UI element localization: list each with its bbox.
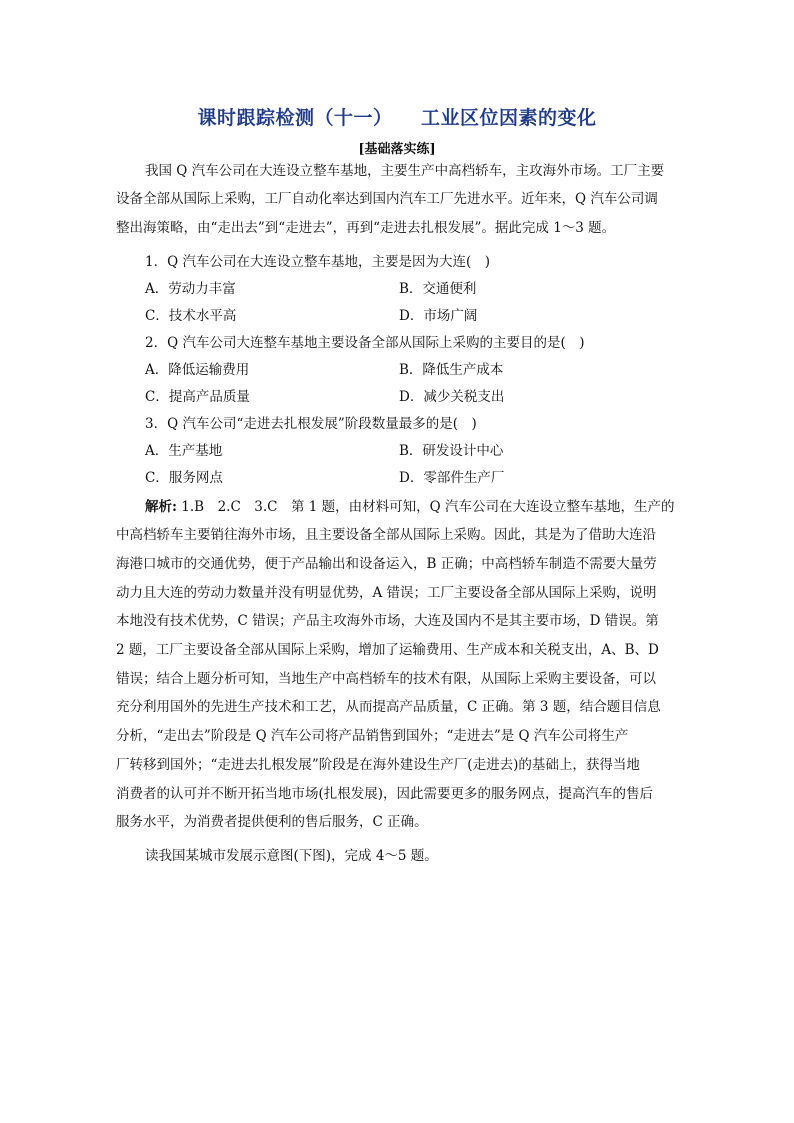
analysis-line: 本地没有技术优势，C 错误；产品主攻海外市场，大连及国内不是其主要市场，D 错误。第: [116, 613, 659, 629]
analysis-line: 服务水平，为消费者提供便利的售后服务，C 正确。: [116, 814, 428, 830]
option-c: C．服务网点: [145, 470, 223, 486]
question-stem: 3．Q 汽车公司“走进去扎根发展”阶段数量最多的是( ): [145, 416, 477, 432]
option-a: A．生产基地: [145, 443, 223, 459]
analysis-first-line: [145, 498, 675, 516]
option-d: D．减少关税支出: [399, 389, 505, 405]
option-a: A．劳动力丰富: [145, 281, 236, 297]
analysis-line: 厂转移到国外；“走进去扎根发展”阶段是在海外建设生产厂(走进去)的基础上，获得当地: [116, 757, 640, 773]
option-c: C．技术水平高: [145, 308, 237, 324]
option-c: C．提高产品质量: [145, 389, 250, 405]
option-b: B．研发设计中心: [399, 443, 504, 459]
intro-line: 我国 Q 汽车公司在大连设立整车基地，主要生产中高档轿车，主攻海外市场。工厂主要: [145, 163, 665, 179]
question-stem: 2．Q 汽车公司大连整车基地主要设备全部从国际上采购的主要目的是( ): [145, 335, 585, 351]
option-a: A．降低运输费用: [145, 362, 250, 378]
analysis-line: 动力且大连的劳动力数量并没有明显优势，A 错误；工厂主要设备全部从国际上采购，说明: [116, 585, 657, 601]
next-section-intro: 读我国某城市发展示意图(下图)，完成 4～5 题。: [145, 848, 438, 864]
analysis-line: 充分利用国外的先进生产技术和工艺，从而提高产品质量，C 正确。第 3 题，结合题目信息: [116, 699, 661, 715]
analysis-text: 1.B 2.C 3.C 第 1 题，由材料可知，Q 汽车公司在大连设立整车基地，生产的: [176, 499, 675, 515]
option-b: B．降低生产成本: [399, 362, 504, 378]
option-b: B．交通便利: [399, 281, 477, 297]
analysis-line: 消费者的认可并不断开拓当地市场(扎根发展)，因此需要更多的服务网点，提高汽车的售后: [116, 786, 654, 802]
analysis-line: 分析，“走出去”阶段是 Q 汽车公司将产品销售到国外；“走进去”是 Q 汽车公司将生产: [116, 728, 629, 744]
intro-line: 设备全部从国际上采购，工厂自动化率达到国内汽车工厂先进水平。近年来，Q 汽车公司调: [116, 191, 658, 207]
analysis-line: 2 题，工厂主要设备全部从国际上采购，增加了运输费用、生产成本和关税支出，A、B、D: [116, 642, 659, 658]
page-title: 课时跟踪检测（十一） 工业区位因素的变化: [197, 107, 597, 129]
analysis-label: 解析:: [145, 499, 177, 515]
option-d: D．零部件生产厂: [399, 470, 505, 486]
option-d: D．市场广阔: [399, 308, 478, 324]
analysis-line: 海港口城市的交通优势，便于产品输出和设备运入，B 正确；中高档轿车制造不需要大量劳: [116, 556, 657, 572]
intro-line: 整出海策略，由“走出去”到“走进去”，再到“走进去扎根发展”。据此完成 1～3 题。: [116, 220, 616, 236]
section-label: [基础落实练]: [358, 142, 436, 157]
analysis-line: 错误；结合上题分析可知，当地生产中高档轿车的技术有限，从国际上采购主要设备，可以: [116, 671, 656, 687]
analysis-line: 中高档轿车主要销往海外市场，且主要设备全部从国际上采购。因此，其是为了借助大连沿: [116, 527, 656, 543]
question-stem: 1．Q 汽车公司在大连设立整车基地，主要是因为大连( ): [145, 254, 490, 270]
